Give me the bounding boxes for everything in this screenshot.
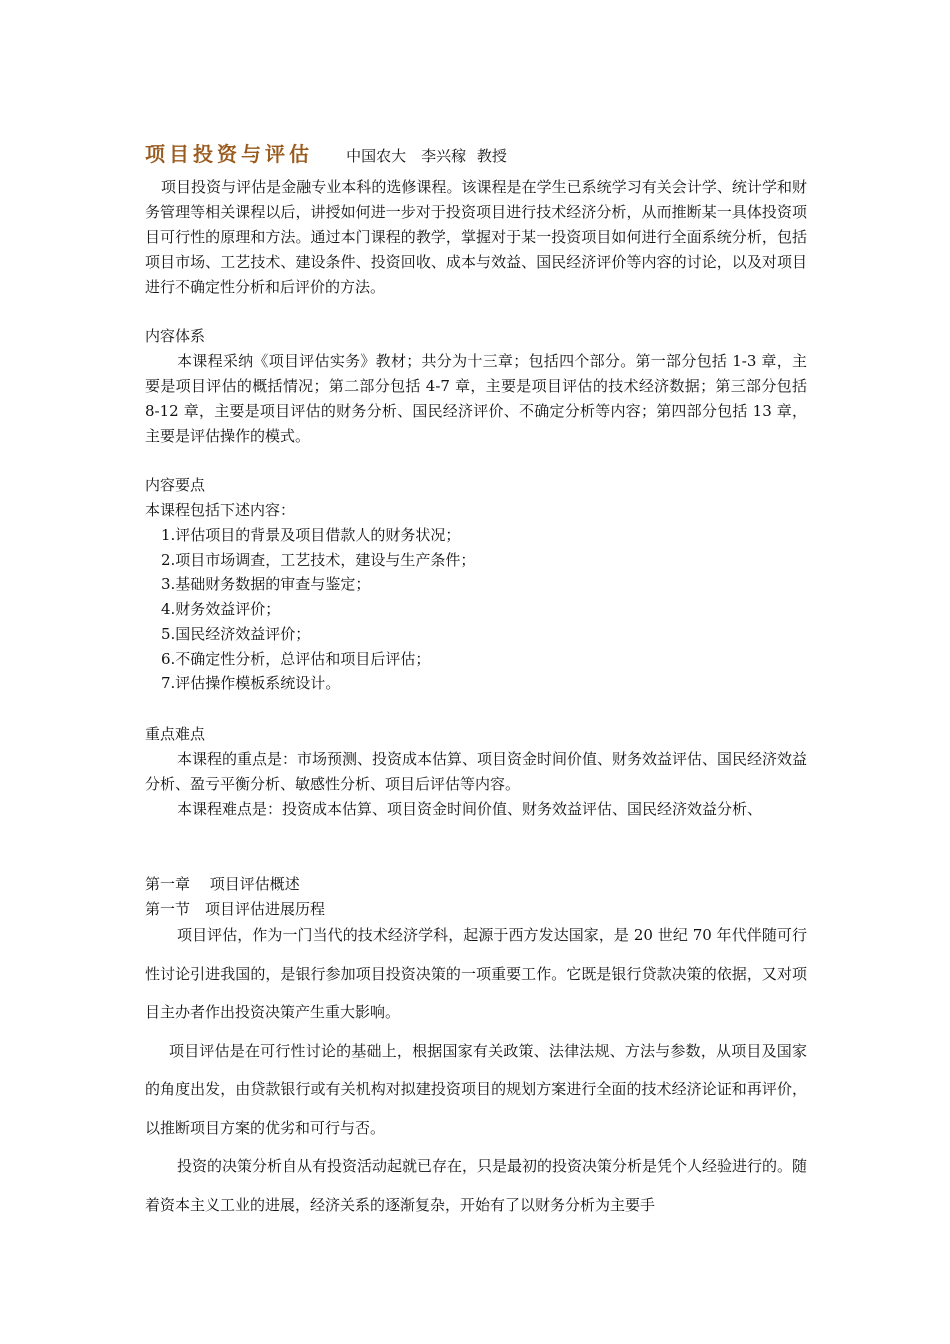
list-item: 4.财务效益评价； bbox=[161, 600, 281, 619]
document-title: 项目投资与评估 bbox=[145, 142, 313, 166]
list-item: 2.项目市场调查，工艺技术，建设与生产条件； bbox=[161, 550, 476, 569]
content-points-section bbox=[145, 473, 807, 696]
list-item: 1.评估项目的背景及项目借款人的财务状况； bbox=[161, 526, 461, 544]
content-system-section bbox=[145, 324, 807, 449]
key-points-focus: 本课程的重点是：市场预测、投资成本估算、项目资金时间价值、财务效益评估、国民经济效益分析、盈亏平衡分析、敏感性分析、项目后评估等内容。 bbox=[145, 750, 808, 793]
key-points-heading: 重点难点 bbox=[145, 725, 206, 743]
content-system-heading: 内容体系 bbox=[145, 327, 206, 345]
list-item: 6.不确定性分析，总评估和项目后评估； bbox=[161, 649, 431, 668]
title-row bbox=[145, 138, 807, 167]
list-item: 3.基础财务数据的审查与鉴定； bbox=[161, 575, 371, 594]
chapter-paragraph: 投资的决策分析自从有投资活动起就已存在，只是最初的投资决策分析是凭个人经验进行的。随着资本主义工业的进展，经济关系的逐渐复杂，开始有了以财务分析为主要手 bbox=[145, 1157, 808, 1214]
intro-paragraph: 项目投资与评估是金融专业本科的选修课程。该课程是在学生已系统学习有关会计学、统计学和财务管理等相关课程以后，讲授如何进一步对于投资项目进行技术经济分析，从而推断某一具体投资项目可行性的原理和方法。通过本门课程的教学，掌握对于某一投资项目如何进行全面系统分析，包括项目市场、工艺技术、建设条件、投资回收、成本与效益、国民经济评价等内容的讨论，以及对项目进行不确定性分析和后评价的方法。 bbox=[145, 178, 807, 296]
chapter-section bbox=[145, 872, 807, 922]
author-byline: 中国农大 李兴稼 教授 bbox=[346, 147, 507, 165]
chapter-body bbox=[145, 916, 807, 1224]
section-title: 第一节 项目评估进展历程 bbox=[145, 900, 326, 918]
chapter-title: 第一章 项目评估概述 bbox=[145, 875, 300, 893]
key-points-section bbox=[145, 722, 807, 822]
content-system-text: 本课程采纳《项目评估实务》教材；共分为十三章；包括四个部分。第一部分包括 1-3 章，主要是项目评估的概括情况；第二部分包括 4-7 章，主要是项目评估的技术经济数据；第三部分包括 8-12 章，主要是项目评估的财务分析、国民经济评价、不确定分析等内容；第四部分包括 13 章，主要是评估操作的模式。 bbox=[145, 352, 807, 445]
content-points-heading: 内容要点 bbox=[145, 476, 206, 494]
list-item: 5.国民经济效益评价； bbox=[161, 624, 311, 643]
chapter-paragraph: 项目评估，作为一门当代的技术经济学科，起源于西方发达国家，是 20 世纪 70 年代伴随可行性讨论引进我国的，是银行参加项目投资决策的一项重要工作。它既是银行贷款决策的依据，又对项目主办者作出投资决策产生重大影响。 bbox=[145, 926, 807, 1021]
list-item: 7.评估操作模板系统设计。 bbox=[161, 674, 341, 693]
content-points-lead: 本课程包括下述内容： bbox=[145, 501, 296, 519]
intro-block bbox=[145, 175, 807, 300]
chapter-paragraph: 项目评估是在可行性讨论的基础上，根据国家有关政策、法律法规、方法与参数，从项目及国家的角度出发，由贷款银行或有关机构对拟建投资项目的规划方案进行全面的技术经济论证和再评价，以推断项目方案的优劣和可行与否。 bbox=[145, 1041, 807, 1137]
key-points-difficulty: 本课程难点是：投资成本估算、项目资金时间价值、财务效益评估、国民经济效益分析、 bbox=[177, 800, 763, 818]
